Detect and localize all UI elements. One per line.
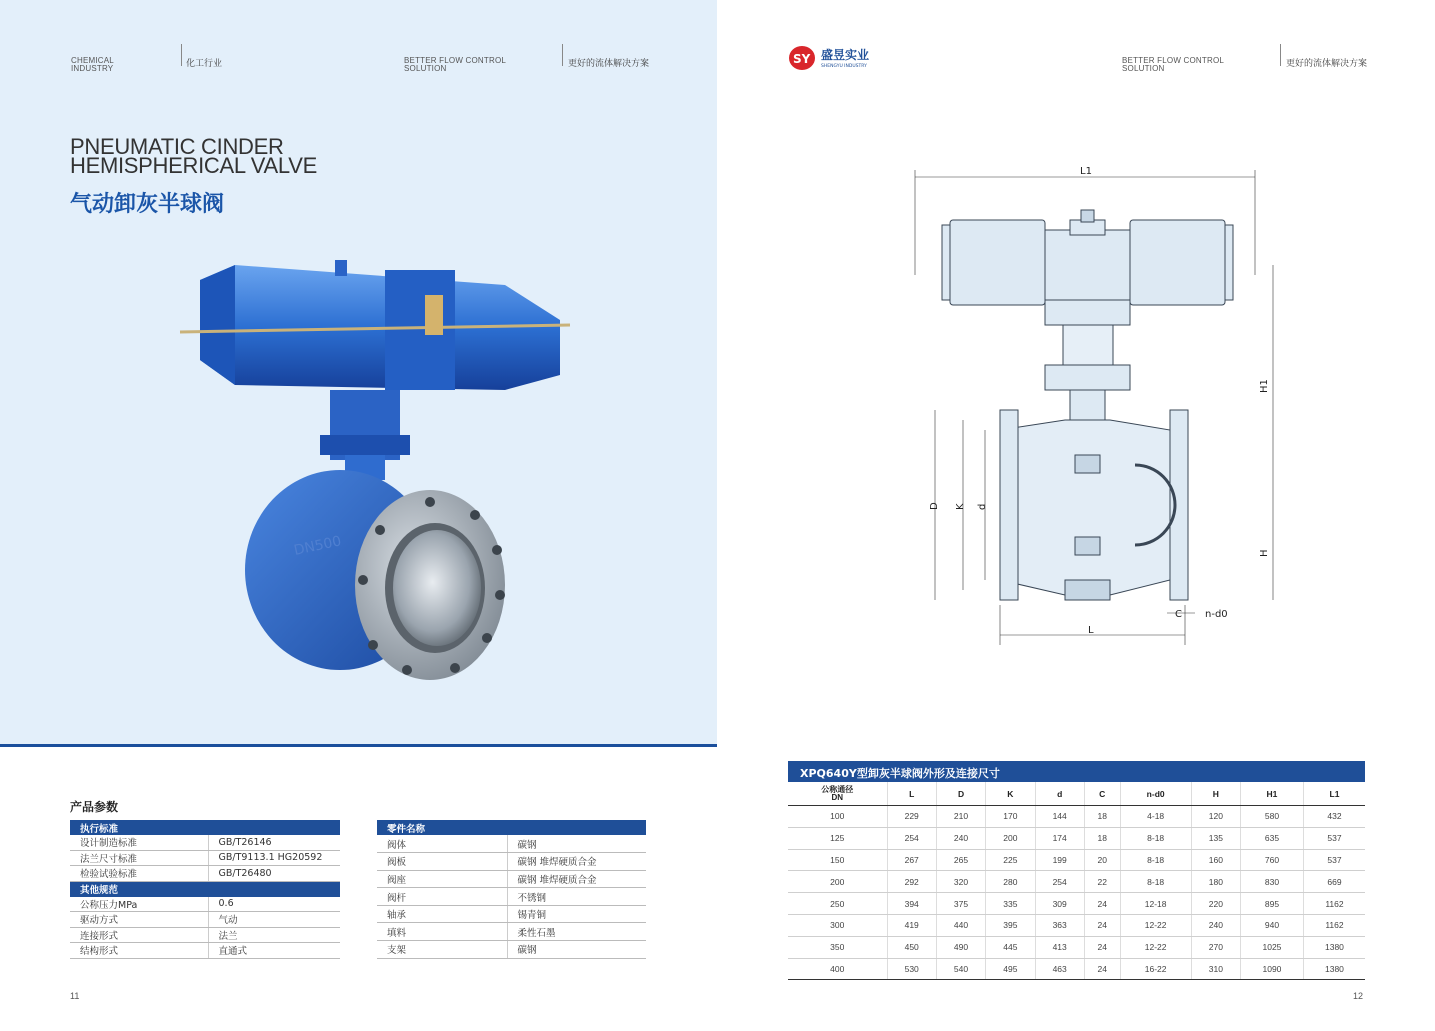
spec-row: 驱动方式 气动 — [70, 912, 340, 928]
dim-cell: 100 — [788, 806, 887, 828]
dim-label-C: C — [1175, 609, 1182, 620]
dim-label-H1: H1 — [1259, 379, 1270, 393]
dim-cell: 350 — [788, 936, 887, 958]
dim-cell: 160 — [1191, 849, 1240, 871]
dim-cell: 310 — [1191, 958, 1240, 980]
dim-cell: 1090 — [1241, 958, 1304, 980]
dim-cell: 180 — [1191, 871, 1240, 893]
dim-cell: 1380 — [1303, 958, 1365, 980]
dim-cell: 267 — [887, 849, 936, 871]
dim-label-H: H — [1259, 549, 1270, 557]
header-separator — [1280, 44, 1281, 66]
dim-cell: 240 — [936, 827, 985, 849]
dim-cell: 580 — [1241, 806, 1304, 828]
dim-cell: 135 — [1191, 827, 1240, 849]
dim-table-header-row — [788, 782, 1365, 806]
dim-cell: 335 — [986, 893, 1035, 915]
parts-row: 阀杆 不锈钢 — [377, 888, 646, 906]
header-slogan-en: BETTER FLOW CONTROL SOLUTION — [404, 56, 507, 73]
dim-cell: 8-18 — [1120, 849, 1191, 871]
page-number-left: 11 — [70, 991, 80, 1001]
dim-cell: 270 — [1191, 936, 1240, 958]
dim-cell: 220 — [1191, 893, 1240, 915]
dim-cell: 125 — [788, 827, 887, 849]
parts-row: 阀体 碳钢 — [377, 835, 646, 853]
dim-table-row — [788, 849, 1365, 871]
dim-header: H1 — [1241, 782, 1304, 806]
dim-cell: 320 — [936, 871, 985, 893]
spec-row: 设计制造标准 GB/T26146 — [70, 835, 340, 850]
dim-header: D — [936, 782, 985, 806]
parts-row: 填料 柔性石墨 — [377, 923, 646, 941]
dim-cell: 445 — [986, 936, 1035, 958]
dim-cell: 1162 — [1303, 893, 1365, 915]
dim-cell: 440 — [936, 914, 985, 936]
dim-cell: 174 — [1035, 827, 1084, 849]
dim-cell: 8-18 — [1120, 871, 1191, 893]
dim-cell: 254 — [887, 827, 936, 849]
header-separator — [181, 44, 182, 66]
dim-header: K — [986, 782, 1035, 806]
dim-table-row — [788, 827, 1365, 849]
spec-row: 法兰尺寸标准 GB/T9113.1 HG20592 — [70, 850, 340, 866]
spec-row: 结构形式 直通式 — [70, 943, 340, 959]
spec-section-header: 执行标准 — [70, 820, 340, 835]
dim-label-d: d — [977, 503, 988, 510]
dim-cell: 537 — [1303, 827, 1365, 849]
dim-cell: 395 — [986, 914, 1035, 936]
header-slogan-cn: 更好的流体解决方案 — [568, 59, 650, 69]
dim-cell: 24 — [1084, 914, 1120, 936]
header-slogan-cn: 更好的流体解决方案 — [1286, 59, 1368, 69]
dim-cell: 463 — [1035, 958, 1084, 980]
dim-cell: 635 — [1241, 827, 1304, 849]
valve-technical-drawing — [905, 165, 1285, 650]
dim-cell: 830 — [1241, 871, 1304, 893]
dim-label-K: K — [955, 503, 966, 510]
dim-cell: 18 — [1084, 806, 1120, 828]
dim-table-row — [788, 806, 1365, 828]
header-separator — [562, 44, 563, 66]
hero-divider — [0, 744, 717, 747]
dim-label-L1: L1 — [1080, 166, 1092, 177]
parts-section-header: 零件名称 — [377, 820, 646, 835]
dim-cell: 895 — [1241, 893, 1304, 915]
dim-cell: 363 — [1035, 914, 1084, 936]
spec-table — [70, 820, 340, 959]
dim-cell: 20 — [1084, 849, 1120, 871]
parts-row: 轴承 锡青铜 — [377, 905, 646, 923]
dim-cell: 1162 — [1303, 914, 1365, 936]
header-slogan-en: BETTER FLOW CONTROL SOLUTION — [1122, 56, 1225, 73]
dim-table-title: XPQ640Y型卸灰半球阀外形及连接尺寸 — [800, 767, 1000, 780]
dim-cell: 450 — [887, 936, 936, 958]
dim-cell: 940 — [1241, 914, 1304, 936]
dim-cell: 300 — [788, 914, 887, 936]
dim-table-row — [788, 958, 1365, 980]
dim-cell: 419 — [887, 914, 936, 936]
dim-cell: 24 — [1084, 958, 1120, 980]
dim-cell: 250 — [788, 893, 887, 915]
dim-cell: 225 — [986, 849, 1035, 871]
dim-cell: 375 — [936, 893, 985, 915]
parts-row: 阀座 碳钢 堆焊硬质合金 — [377, 870, 646, 888]
dim-header: n-d0 — [1120, 782, 1191, 806]
svg-text:SHENGYU INDUSTRY: SHENGYU INDUSTRY — [821, 64, 867, 69]
dim-cell: 22 — [1084, 871, 1120, 893]
dim-header: L1 — [1303, 782, 1365, 806]
dim-cell: 210 — [936, 806, 985, 828]
dim-cell: 12-22 — [1120, 914, 1191, 936]
svg-text:SY: SY — [793, 52, 811, 66]
dim-label-D: D — [929, 502, 940, 510]
parts-row: 支架 碳钢 — [377, 941, 646, 959]
dim-cell: 8-18 — [1120, 827, 1191, 849]
dim-cell: 394 — [887, 893, 936, 915]
dim-table-row — [788, 893, 1365, 915]
svg-text:DN500: DN500 — [292, 533, 343, 559]
dim-header: L — [887, 782, 936, 806]
spec-row: 连接形式 法兰 — [70, 927, 340, 943]
dim-cell: 12-18 — [1120, 893, 1191, 915]
dim-table-body — [788, 806, 1365, 980]
product-title-en: PNEUMATIC CINDER HEMISPHERICAL VALVE — [70, 134, 317, 178]
dim-cell: 432 — [1303, 806, 1365, 828]
spec-row: 公称压力MPa 0.6 — [70, 897, 340, 912]
page-number-right: 12 — [1353, 991, 1364, 1001]
dim-cell: 120 — [1191, 806, 1240, 828]
dim-header: C — [1084, 782, 1120, 806]
spec-row: 检验试验标准 GB/T26480 — [70, 866, 340, 882]
dim-cell: 200 — [788, 871, 887, 893]
spec-section-header: 其他规范 — [70, 881, 340, 897]
dim-header: H — [1191, 782, 1240, 806]
dimension-table — [788, 782, 1365, 980]
dim-table-row — [788, 871, 1365, 893]
dim-cell: 669 — [1303, 871, 1365, 893]
dim-cell: 292 — [887, 871, 936, 893]
dim-cell: 265 — [936, 849, 985, 871]
dim-cell: 144 — [1035, 806, 1084, 828]
dim-cell: 254 — [1035, 871, 1084, 893]
dim-cell: 16-22 — [1120, 958, 1191, 980]
dim-cell: 4-18 — [1120, 806, 1191, 828]
left-page — [0, 0, 717, 1031]
dim-cell: 170 — [986, 806, 1035, 828]
dim-cell: 150 — [788, 849, 887, 871]
dim-cell: 240 — [1191, 914, 1240, 936]
dim-cell: 1380 — [1303, 936, 1365, 958]
dim-cell: 24 — [1084, 936, 1120, 958]
dim-table-row — [788, 936, 1365, 958]
dim-cell: 12-22 — [1120, 936, 1191, 958]
header-industry-en: CHEMICAL INDUSTRY — [71, 56, 114, 73]
parts-row: 阀板 碳钢 堆焊硬质合金 — [377, 853, 646, 871]
dim-cell: 309 — [1035, 893, 1084, 915]
params-title: 产品参数 — [70, 800, 119, 814]
dim-cell: 229 — [887, 806, 936, 828]
dim-cell: 537 — [1303, 849, 1365, 871]
dim-table-row — [788, 914, 1365, 936]
dim-cell: 18 — [1084, 827, 1120, 849]
dim-label-L: L — [1088, 625, 1094, 636]
dim-cell: 200 — [986, 827, 1035, 849]
svg-text:盛昱实业: 盛昱实业 — [821, 48, 870, 62]
dim-cell: 540 — [936, 958, 985, 980]
company-logo — [788, 44, 888, 72]
dim-label-nd0: n-d0 — [1205, 609, 1228, 620]
dim-cell: 280 — [986, 871, 1035, 893]
dim-cell: 1025 — [1241, 936, 1304, 958]
parts-table — [377, 820, 646, 959]
dim-cell: 490 — [936, 936, 985, 958]
header-industry-cn: 化工行业 — [186, 59, 223, 69]
dim-cell: 530 — [887, 958, 936, 980]
dim-header-dn: 公称通径 DN — [788, 782, 887, 806]
dim-cell: 400 — [788, 958, 887, 980]
dim-cell: 413 — [1035, 936, 1084, 958]
dim-cell: 24 — [1084, 893, 1120, 915]
dim-cell: 199 — [1035, 849, 1084, 871]
valve-product-photo — [175, 250, 585, 690]
dim-header: d — [1035, 782, 1084, 806]
product-title-cn: 气动卸灰半球阀 — [70, 192, 225, 217]
dim-cell: 760 — [1241, 849, 1304, 871]
dim-cell: 495 — [986, 958, 1035, 980]
